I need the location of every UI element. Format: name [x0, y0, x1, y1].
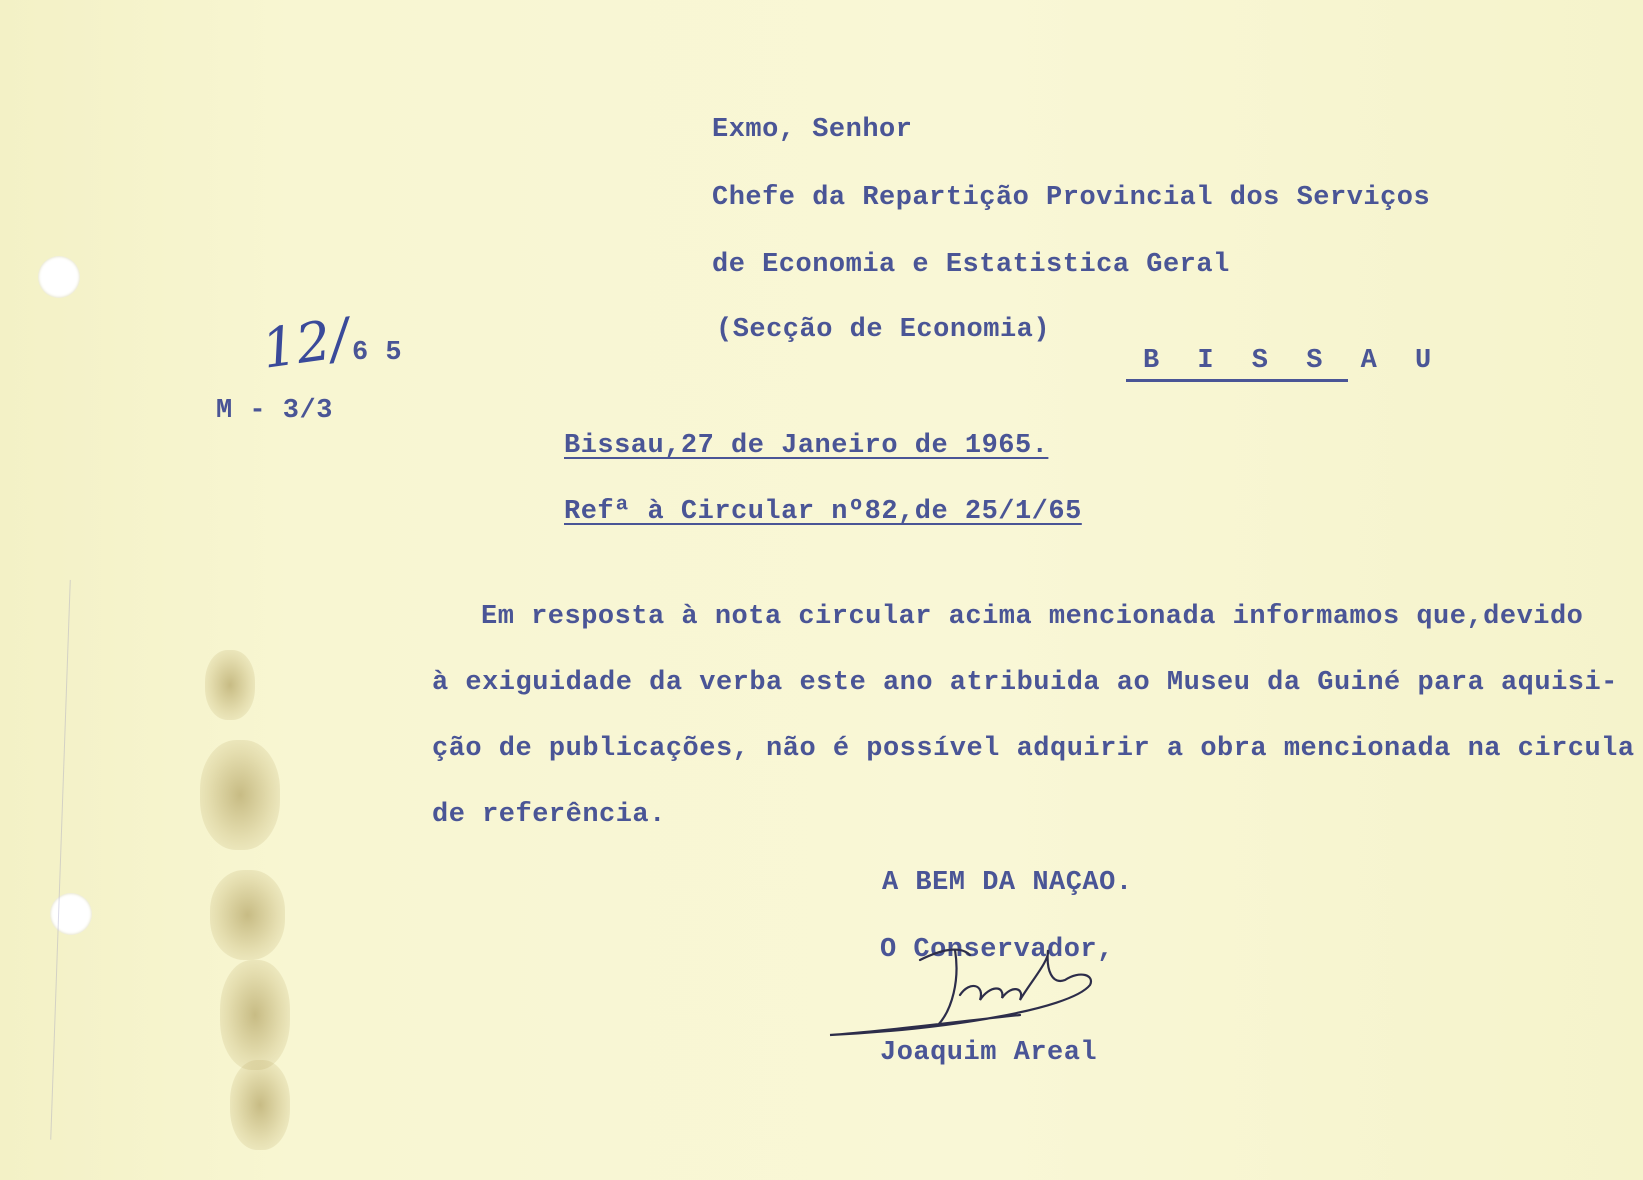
salutation: Exmo, Senhor — [712, 115, 913, 145]
addressee-line-1: Chefe da Repartição Provincial dos Serviços — [712, 183, 1431, 213]
body-line-4: de referência. — [432, 800, 666, 830]
signatory-name: Joaquim Areal — [880, 1038, 1098, 1068]
body-line-3: ção de publicações, não é possível adquirir a obra mencionada na circula — [432, 734, 1635, 764]
stain-mark — [205, 650, 255, 720]
paper-crease — [50, 580, 85, 1140]
handwritten-reference-number: 12/ — [258, 306, 353, 381]
closing-phrase: A BEM DA NAÇAO. — [882, 868, 1133, 898]
reference-code: M - 3/3 — [216, 396, 333, 426]
addressee-line-2: de Economia e Estatistica Geral — [712, 250, 1230, 280]
handwritten-signature — [820, 940, 1160, 1050]
signatory-role: O Conservador, — [880, 935, 1114, 965]
body-line-1: Em resposta à nota circular acima mencionada informamos que,devido — [481, 602, 1584, 632]
city-underline — [1126, 379, 1348, 382]
stain-mark — [230, 1060, 290, 1150]
addressee-line-3: (Secção de Economia) — [716, 315, 1051, 345]
stain-mark — [220, 960, 290, 1070]
stain-mark — [200, 740, 280, 850]
addressee-city: B I S S A U — [1143, 346, 1443, 376]
date-line: Bissau,27 de Janeiro de 1965. — [564, 431, 1049, 461]
stain-mark — [210, 870, 285, 960]
reference-year: 6 5 — [352, 338, 403, 368]
reference-line: Refª à Circular nº82,de 25/1/65 — [564, 497, 1082, 527]
body-line-2: à exiguidade da verba este ano atribuida ao Museu da Guiné para aquisi- — [432, 668, 1618, 698]
punch-hole-top — [38, 256, 80, 298]
